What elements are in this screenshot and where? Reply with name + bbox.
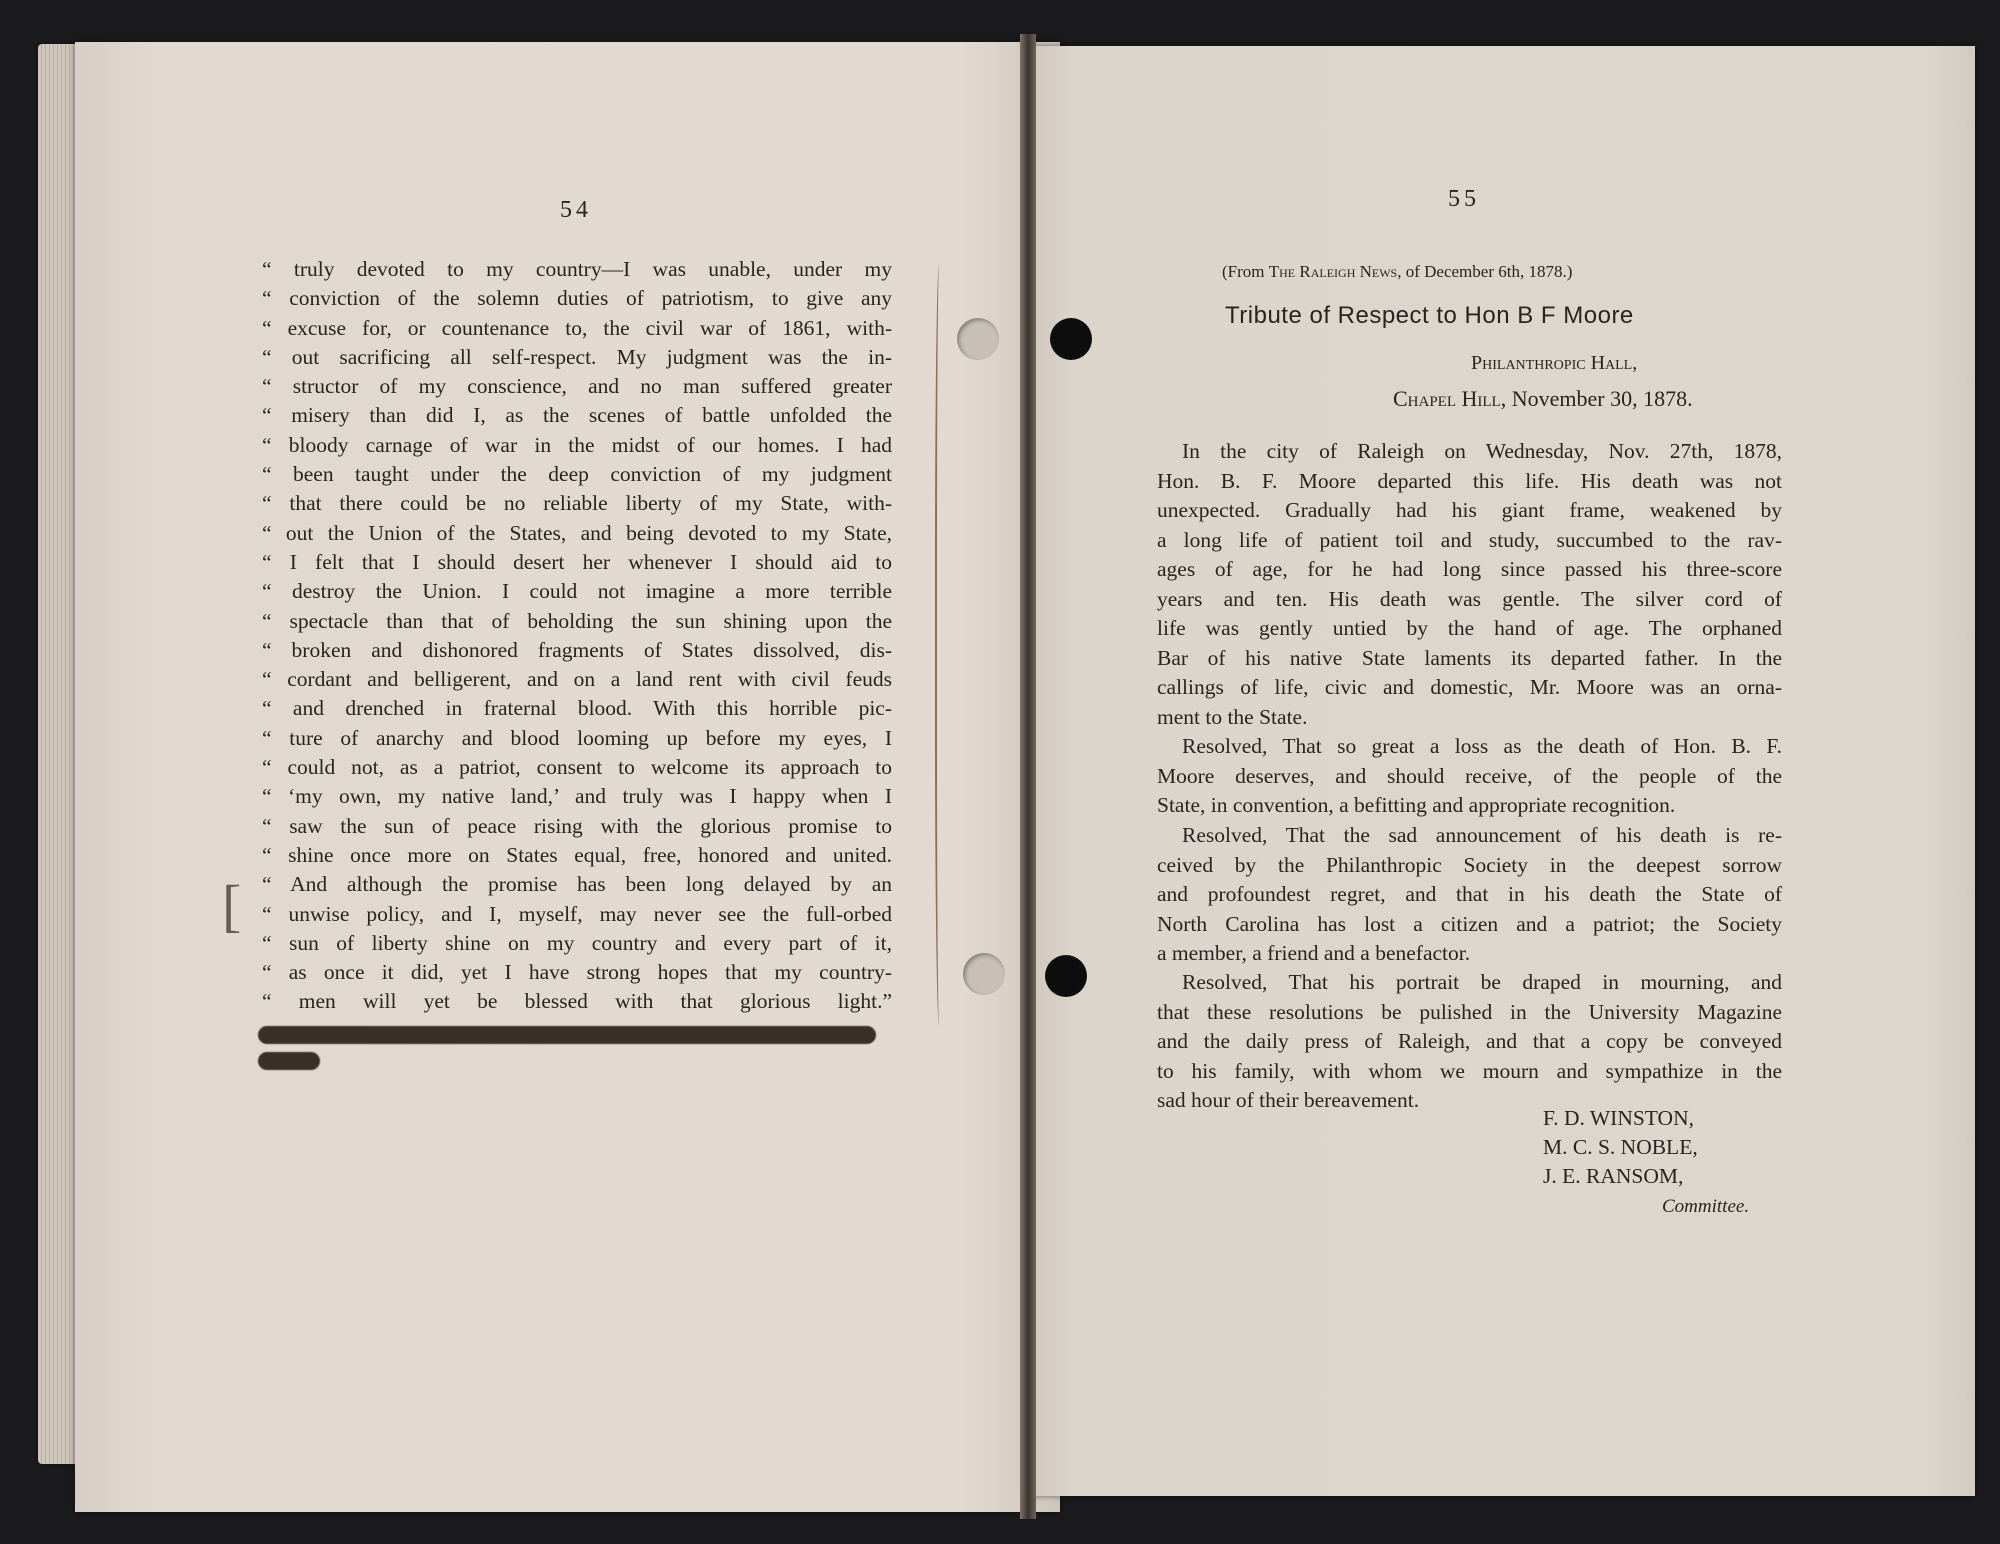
text-line: “ structor of my conscience, and no man suffered greater (262, 374, 892, 399)
text-line: “ And although the promise has been long delayed by an (262, 872, 892, 897)
text-line: and profoundest regret, and that in his death the State of (1157, 882, 1782, 906)
text-line: and the daily press of Raleigh, and that a copy be conveyed (1157, 1029, 1782, 1053)
text-line: life was gently untied by the hand of age. The orphaned (1157, 616, 1782, 640)
committee-label: Committee. (1662, 1196, 1750, 1217)
redaction-mark-1 (258, 1026, 876, 1044)
text-line: “ men will yet be blessed with that glorious light.” (262, 989, 892, 1014)
text-line: “ truly devoted to my country—I was unable, under my (262, 257, 892, 281)
text-line: “ spectacle than that of beholding the sun shining upon the (262, 608, 892, 633)
text-line: “ ture of anarchy and blood looming up before my eyes, I (262, 725, 892, 750)
text-line: unexpected. Gradually had his giant frame, weakened by (1157, 498, 1782, 522)
text-line: “ excuse for, or countenance to, the civil war of 1861, with- (262, 315, 892, 340)
pencil-margin-line (935, 265, 945, 1025)
text-line: that these resolutions be pulished in the University Magazine (1157, 999, 1782, 1024)
place-line-2-venue: Chapel Hill, (1393, 386, 1507, 411)
text-line: to his family, with whom we mourn and sympathize in the (1157, 1058, 1782, 1083)
text-line: years and ten. His death was gentle. The silver cord of (1157, 586, 1782, 611)
text-line: State, in convention, a befitting and appropriate recognition. (1157, 793, 1676, 817)
text-line: Resolved, That so great a loss as the death of Hon. B. F. (1182, 734, 1782, 758)
punch-hole-right-top (1050, 318, 1092, 360)
text-line: Moore deserves, and should receive, of the people of the (1157, 763, 1782, 788)
signer-2: M. C. S. NOBLE, (1543, 1135, 1698, 1159)
margin-bracket-mark: [ (222, 873, 242, 938)
paragraph-resolution-3 (1157, 968, 1782, 1116)
text-line: “ out the Union of the States, and being devoted to my State, (262, 520, 892, 545)
left-page-number: 54 (560, 197, 592, 223)
text-line: sad hour of their bereavement. (1157, 1088, 1420, 1112)
punch-hole-left-top (957, 318, 999, 360)
text-line: “ ‘my own, my native land,’ and truly was I happy when I (262, 784, 892, 809)
text-line: a member, a friend and a benefactor. (1157, 941, 1471, 965)
text-line: “ I felt that I should desert her whenever I should aid to (262, 549, 892, 574)
text-line: “ saw the sun of peace rising with the glorious promise to (262, 813, 892, 838)
left-page-text (262, 255, 892, 1017)
text-line: a long life of patient toil and study, succumbed to the rav- (1157, 527, 1782, 552)
text-line: “ sun of liberty shine on my country and every part of it, (262, 930, 892, 955)
text-line: “ as once it did, yet I have strong hopes that my country- (262, 960, 892, 985)
paragraph-resolution-1 (1157, 732, 1782, 821)
text-line: “ misery than did I, as the scenes of battle unfolded the (262, 403, 892, 428)
paragraph-announcement (1157, 437, 1782, 732)
place-line-2-date: November 30, 1878. (1506, 386, 1693, 411)
text-line: ages of age, for he had long since passed his three-score (1157, 557, 1782, 581)
text-line: “ conviction of the solemn duties of patriotism, to give any (262, 286, 892, 311)
place-line-2 (1393, 386, 1693, 412)
text-line: callings of life, civic and domestic, Mr. Moore was an orna- (1157, 675, 1782, 699)
text-line: “ broken and dishonored fragments of States dissolved, dis- (262, 637, 892, 662)
text-line: “ been taught under the deep conviction of my judgment (262, 462, 892, 487)
text-line: “ could not, as a patriot, consent to welcome its approach to (262, 755, 892, 780)
right-page-number: 55 (1448, 186, 1480, 212)
source-citation: (From The Raleigh News, of December 6th, 1878.) (1222, 262, 1573, 281)
paragraph-resolution-2 (1157, 821, 1782, 969)
text-line: “ cordant and belligerent, and on a land rent with civil feuds (262, 667, 892, 692)
signer-1: F. D. WINSTON, (1543, 1106, 1694, 1130)
text-line: “ shine once more on States equal, free, honored and united. (262, 842, 892, 867)
punch-hole-left-bottom (963, 953, 1005, 995)
text-line: “ out sacrificing all self-respect. My judgment was the in- (262, 344, 892, 369)
text-line: Resolved, That his portrait be draped in mourning, and (1182, 970, 1782, 994)
text-line: North Carolina has lost a citizen and a patriot; the Society (1157, 911, 1782, 936)
text-line: “ bloody carnage of war in the midst of our homes. I had (262, 432, 892, 457)
text-line: Resolved, That the sad announcement of his death is re- (1182, 823, 1782, 847)
book-binding (1020, 34, 1036, 1519)
punch-hole-right-bottom (1045, 955, 1087, 997)
text-line: “ destroy the Union. I could not imagine a more terrible (262, 579, 892, 604)
place-line-1: Philanthropic Hall, (1471, 352, 1638, 374)
redaction-mark-2 (258, 1052, 320, 1070)
signer-3: J. E. RANSOM, (1543, 1164, 1684, 1188)
text-line: Bar of his native State laments its departed father. In the (1157, 645, 1782, 670)
text-line: ceived by the Philanthropic Society in the deepest sorrow (1157, 852, 1782, 877)
text-line: “ unwise policy, and I, myself, may never see the full-orbed (262, 901, 892, 926)
tribute-title: Tribute of Respect to Hon B F Moore (1225, 302, 1634, 329)
text-line: “ and drenched in fraternal blood. With this horrible pic- (262, 696, 892, 721)
text-line: “ that there could be no reliable liberty of my State, with- (262, 491, 892, 516)
text-line: Hon. B. F. Moore departed this life. His death was not (1157, 468, 1782, 493)
text-line: In the city of Raleigh on Wednesday, Nov. 27th, 1878, (1182, 439, 1782, 463)
text-line: ment to the State. (1157, 704, 1308, 729)
